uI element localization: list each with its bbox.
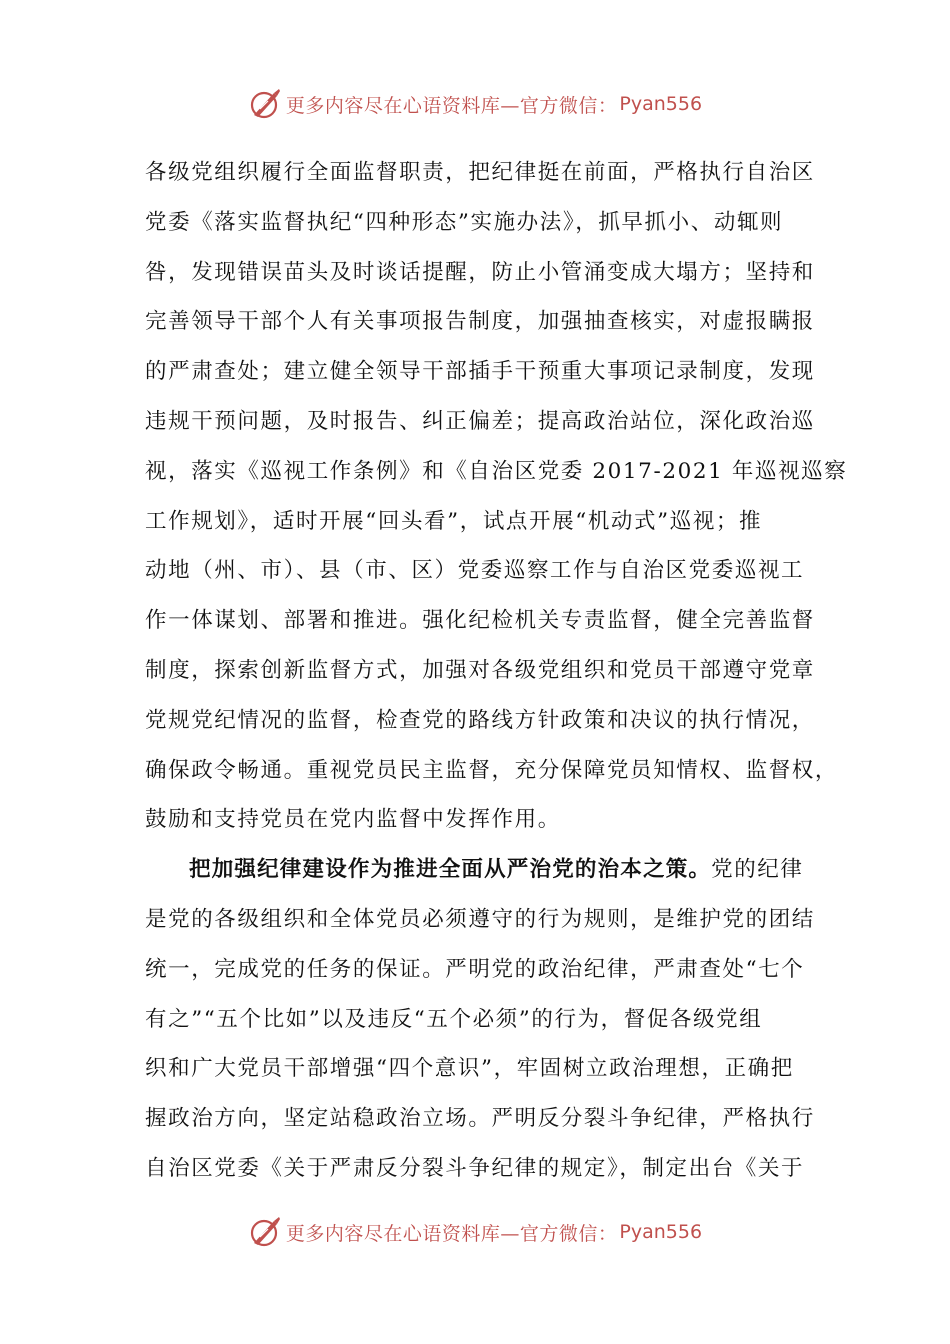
quill-pen-logo-icon — [248, 1215, 282, 1249]
text-line: 完善领导干部个人有关事项报告制度，加强抽查核实，对虚报瞒报 — [145, 309, 815, 335]
text-line: 有之”“五个比如”以及违反“五个必须”的行为，督促各级党组 — [145, 1006, 763, 1032]
watermark-wechat-id: Pyan556 — [619, 1221, 703, 1243]
text-line: 工作规划》，适时开展“回头看”，试点开展“机动式”巡视；推 — [145, 508, 763, 534]
text-line: 织和广大党员干部增强“四个意识”，牢固树立政治理想，正确把 — [145, 1056, 794, 1082]
text-line: 动地（州、市）、县（市、区）党委巡察工作与自治区党委巡视工 — [145, 558, 805, 584]
text-line: 违规干预问题，及时报告、纠正偏差；提高政治站位，深化政治巡 — [145, 408, 815, 434]
text-line: 是党的各级组织和全体党员必须遵守的行为规则，是维护党的团结 — [145, 906, 815, 932]
text-line: 握政治方向，坚定站稳政治立场。严明反分裂斗争纪律，严格执行 — [145, 1106, 815, 1132]
paragraph-heading: 把加强纪律建设作为推进全面从严治党的治本之策。 — [189, 857, 712, 883]
quill-pen-logo-icon — [248, 87, 282, 121]
text-line: 确保政令畅通。重视党员民主监督，充分保障党员知情权、监督权， — [145, 757, 839, 783]
text-line: 制度，探索创新监督方式，加强对各级党组织和党员干部遵守党章 — [145, 657, 815, 683]
text-line: 统一，完成党的任务的保证。严明党的政治纪律，严肃查处“七个 — [145, 956, 805, 982]
header-watermark — [0, 84, 950, 124]
text-line: 党规党纪情况的监督，检查党的路线方针政策和决议的执行情况， — [145, 707, 815, 733]
text-line: 咎，发现错误苗头及时谈话提醒，防止小管涌变成大塌方；坚持和 — [145, 259, 815, 285]
text-line: 各级党组织履行全面监督职责，把纪律挺在前面，严格执行自治区 — [145, 160, 815, 185]
paragraph-heading-line — [145, 845, 815, 895]
text-line: 视，落实《巡视工作条例》和《自治区党委 2017-2021 年巡视巡察 — [145, 458, 848, 484]
text-line: 党委《落实监督执纪“四种形态”实施办法》，抓早抓小、动辄则 — [145, 209, 784, 235]
watermark-text: 更多内容尽在心语资料库—官方微信： — [285, 1222, 618, 1245]
text-line: 作一体谋划、部署和推进。强化纪检机关专责监督，健全完善监督 — [145, 608, 815, 634]
watermark-wechat-id: Pyan556 — [619, 93, 703, 115]
heading-line-rest: 党的纪律 — [711, 857, 804, 883]
document-body — [145, 148, 848, 1194]
text-line: 鼓励和支持党员在党内监督中发挥作用。 — [145, 807, 561, 833]
watermark-text: 更多内容尽在心语资料库—官方微信： — [285, 94, 618, 117]
footer-watermark — [0, 1212, 950, 1252]
text-line: 的严肃查处；建立健全领导干部插手干预重大事项记录制度，发现 — [145, 359, 815, 385]
text-line: 自治区党委《关于严肃反分裂斗争纪律的规定》，制定出台《关于 — [145, 1155, 805, 1181]
